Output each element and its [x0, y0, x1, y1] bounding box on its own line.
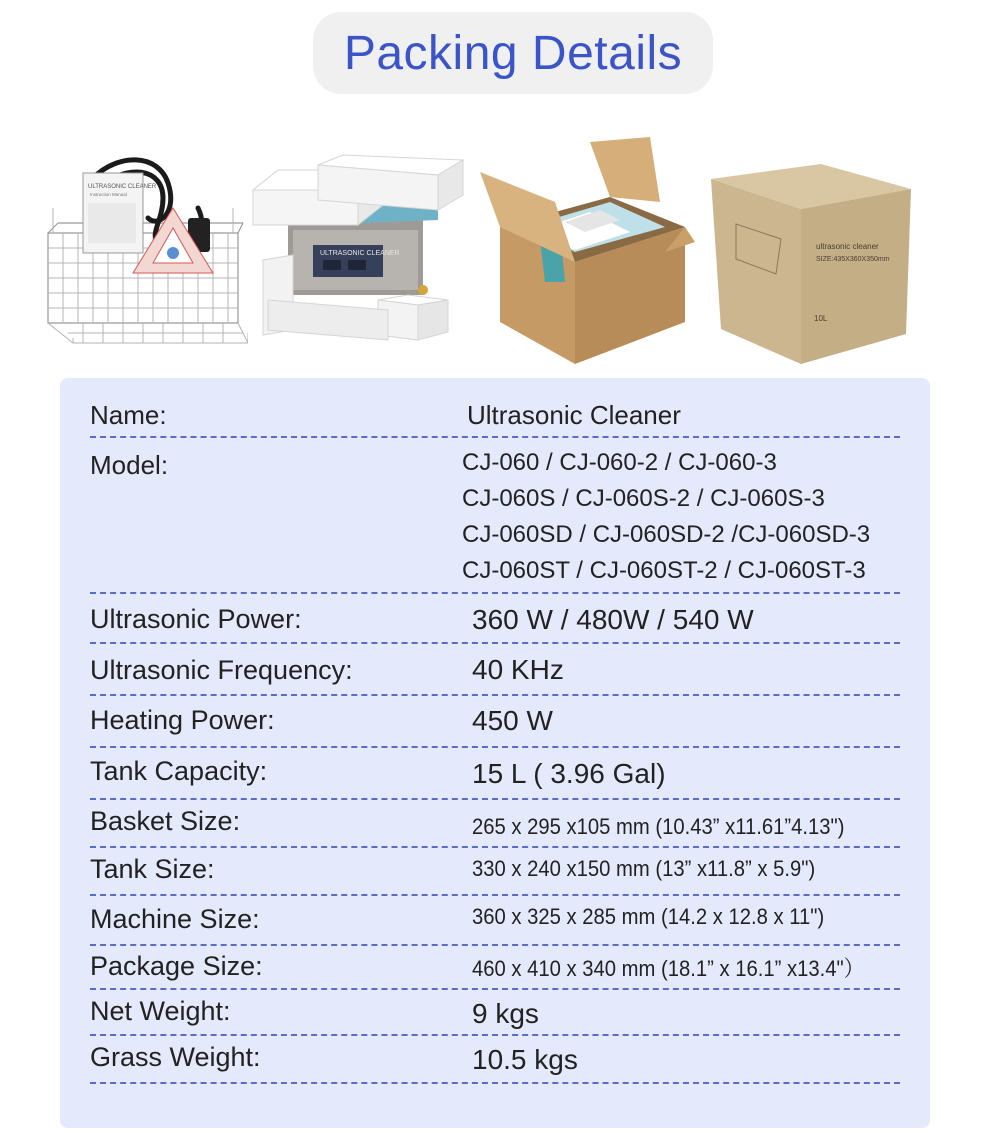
svg-text:Instruction Manual: Instruction Manual — [90, 192, 127, 197]
divider — [90, 1082, 900, 1084]
tank-size-value: 330 x 240 x150 mm (13” x11.8” x 5.9") — [472, 856, 816, 881]
open-carton-photo — [480, 132, 695, 364]
carton-mark: 10L — [814, 314, 828, 323]
net-weight-value: 9 kgs — [472, 998, 539, 1029]
model-label: Model: — [90, 450, 169, 480]
divider — [90, 746, 900, 748]
ultrasonic-frequency-label: Ultrasonic Frequency: — [90, 655, 353, 685]
divider — [90, 642, 900, 644]
net-weight-label: Net Weight: — [90, 996, 231, 1026]
tank-capacity-label: Tank Capacity: — [90, 756, 268, 786]
tank-size-label: Tank Size: — [90, 854, 215, 884]
package-size-label: Package Size: — [90, 951, 263, 981]
gross-weight-label: Grass Weight: — [90, 1042, 261, 1072]
model-values — [462, 445, 870, 589]
carton-line2: SIZE:435X360X350mm — [816, 256, 890, 263]
basket-size-label: Basket Size: — [90, 806, 241, 836]
divider — [90, 988, 900, 990]
sealed-carton-photo — [706, 164, 916, 364]
basket-size-value: 265 x 295 x105 mm (10.43” x11.61”4.13") — [472, 814, 845, 839]
svg-text:ULTRASONIC CLEANER: ULTRASONIC CLEANER — [320, 250, 400, 257]
divider — [90, 694, 900, 696]
svg-text:ULTRASONIC CLEANER: ULTRASONIC CLEANER — [88, 184, 157, 190]
model-line: CJ-060S / CJ-060S-2 / CJ-060S-3 — [462, 485, 825, 512]
accessories-photo — [38, 148, 248, 358]
heating-power-label: Heating Power: — [90, 705, 275, 735]
ultrasonic-power-label: Ultrasonic Power: — [90, 604, 302, 634]
divider — [90, 798, 900, 800]
divider — [90, 1034, 900, 1036]
name-label: Name: — [90, 400, 167, 430]
divider — [90, 846, 900, 848]
model-line: CJ-060 / CJ-060-2 / CJ-060-3 — [462, 449, 777, 476]
tank-capacity-value: 15 L ( 3.96 Gal) — [472, 758, 666, 789]
divider — [90, 944, 900, 946]
ultrasonic-power-value: 360 W / 480W / 540 W — [472, 604, 754, 635]
heating-power-value: 450 W — [472, 705, 553, 736]
machine-size-label: Machine Size: — [90, 904, 260, 934]
divider — [90, 592, 900, 594]
package-size-value: 460 x 410 x 340 mm (18.1” x 16.1” x13.4"） — [472, 956, 864, 981]
carton-line1: ultrasonic cleaner — [816, 242, 879, 251]
model-line: CJ-060SD / CJ-060SD-2 /CJ-060SD-3 — [462, 521, 871, 548]
ultrasonic-frequency-value: 40 KHz — [472, 654, 564, 685]
title-pill — [313, 12, 713, 94]
divider — [90, 436, 900, 438]
foam-packed-machine-photo — [248, 150, 468, 350]
spec-panel — [60, 378, 930, 1128]
model-line: CJ-060ST / CJ-060ST-2 / CJ-060ST-3 — [462, 557, 866, 584]
page-title: Packing Details — [343, 26, 683, 80]
gross-weight-value: 10.5 kgs — [472, 1044, 578, 1075]
name-value: Ultrasonic Cleaner — [467, 400, 681, 430]
machine-size-value: 360 x 325 x 285 mm (14.2 x 12.8 x 11") — [472, 904, 825, 929]
divider — [90, 894, 900, 896]
